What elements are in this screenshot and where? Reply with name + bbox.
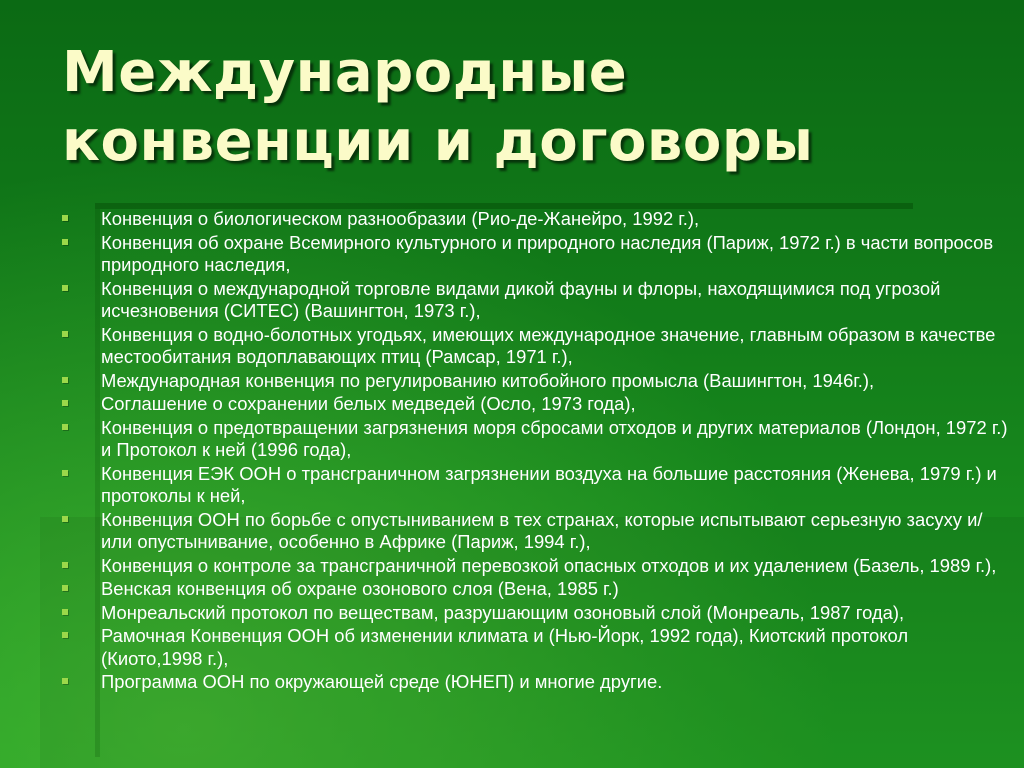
list-item-text: Конвенция о биологическом разнообразии (Рио-де-Жанейро, 1992 г.), — [101, 208, 700, 229]
list-item-text: Конвенция о контроле за трансграничной перевозкой опасных отходов и их удалением (Базель, 1989 г.), — [101, 554, 997, 576]
square-bullet-icon — [62, 331, 68, 337]
list-item — [62, 232, 1012, 277]
list-item-text: Венская конвенция об охране озонового слоя (Вена, 1985 г.) — [101, 578, 619, 599]
list-item — [62, 370, 1012, 393]
list-item-text: Конвенция о международной торговле видами дикой фауны и флоры, находящимися под угрозой исчезновения (СИТЕС) (Вашингтон, 1973 г.), — [101, 277, 941, 321]
list-item — [62, 208, 1012, 231]
square-bullet-icon — [62, 215, 68, 221]
square-bullet-icon — [62, 239, 68, 245]
list-item — [62, 509, 1012, 554]
list-item-text: Конвенция об охране Всемирного культурного и природного наследия (Париж, 1972 г.) в части вопросов природного наследия, — [101, 231, 994, 275]
list-item — [62, 463, 1012, 508]
slide-title — [62, 38, 1002, 176]
list-item — [62, 671, 1012, 694]
square-bullet-icon — [62, 678, 68, 684]
list-item-text: Монреальский протокол по веществам, разрушающим озоновый слой (Монреаль, 1987 года), — [101, 601, 905, 623]
square-bullet-icon — [62, 585, 68, 591]
list-item — [62, 324, 1012, 369]
convention-list — [62, 208, 1012, 695]
list-item — [62, 602, 1012, 625]
list-item — [62, 625, 1012, 670]
list-item-text: Конвенция ЕЭК ООН о трансграничном загрязнении воздуха на большие расстояния (Женева, 1979 г.) и протоколы к ней, — [101, 462, 997, 506]
square-bullet-icon — [62, 609, 68, 615]
list-item-text: Международная конвенция по регулированию китобойного промысла (Вашингтон, 1946г.), — [101, 369, 875, 391]
square-bullet-icon — [62, 632, 68, 638]
slide-title-line-2: конвенции и договоры — [62, 109, 814, 174]
slide-title-line-1: Международные — [62, 40, 628, 105]
square-bullet-icon — [62, 424, 68, 430]
square-bullet-icon — [62, 562, 68, 568]
list-item — [62, 578, 1012, 601]
list-item-text: Соглашение о сохранении белых медведей (Осло, 1973 года), — [101, 393, 636, 414]
list-item-text: Конвенция ООН по борьбе с опустыниванием в тех странах, которые испытывают серьезную засуху и/или опустынивание, особенно в Африке (Париж, 1994 г.), — [101, 508, 983, 552]
list-item — [62, 278, 1012, 323]
list-item-text: Программа ООН по окружающей среде (ЮНЕП) и многие другие. — [101, 671, 663, 692]
square-bullet-icon — [62, 285, 68, 291]
list-item — [62, 555, 1012, 578]
list-item-text: Конвенция о предотвращении загрязнения моря сбросами отходов и других материалов (Лондон, 1972 г.) и Протокол к ней (1996 года), — [101, 416, 1008, 460]
square-bullet-icon — [62, 400, 68, 406]
list-item — [62, 417, 1012, 462]
list-item-text: Рамочная Конвенция ООН об изменении климата и (Нью-Йорк, 1992 года), Киотский протокол (Киото,1998 г.), — [101, 625, 909, 669]
list-item — [62, 393, 1012, 416]
square-bullet-icon — [62, 377, 68, 383]
square-bullet-icon — [62, 470, 68, 476]
list-item-text: Конвенция о водно-болотных угодьях, имеющих международное значение, главным образом в качестве местообитания водоплавающих птиц (Рамсар, 1971 г.), — [101, 323, 996, 367]
square-bullet-icon — [62, 516, 68, 522]
